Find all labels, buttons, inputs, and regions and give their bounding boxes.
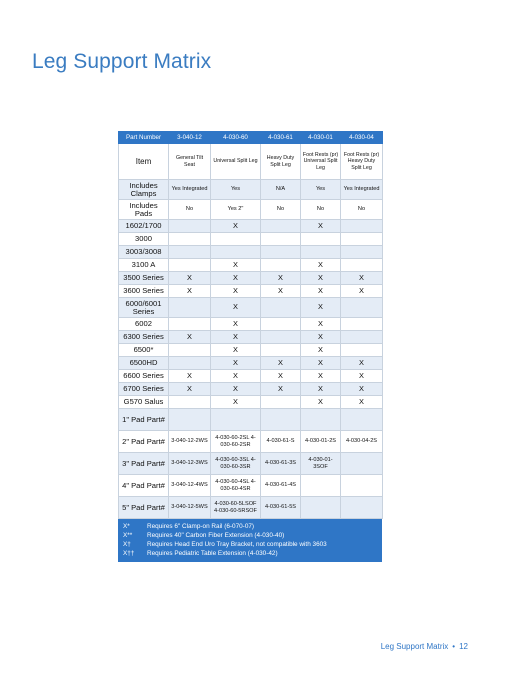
matrix-cell	[341, 409, 383, 431]
compatibility-mark: X	[301, 272, 341, 285]
matrix-cell	[301, 246, 341, 259]
footnote	[123, 531, 378, 540]
compatibility-mark: X	[301, 357, 341, 370]
compatibility-mark: X	[211, 285, 261, 298]
matrix-cell	[169, 396, 211, 409]
matrix-cell	[341, 298, 383, 318]
footer-label: Leg Support Matrix	[380, 642, 449, 651]
matrix-cell	[341, 453, 383, 475]
compatibility-mark: X	[211, 383, 261, 396]
item-description-row	[119, 144, 383, 180]
matrix-row	[119, 497, 383, 519]
compatibility-mark: X	[261, 272, 301, 285]
matrix-cell	[341, 475, 383, 497]
matrix-row	[119, 259, 383, 272]
footnote-mark: X**	[123, 532, 133, 539]
compatibility-mark: X	[341, 272, 383, 285]
matrix-cell: 4-030-04-2S	[341, 431, 383, 453]
compatibility-mark: X	[211, 357, 261, 370]
matrix-cell: No	[169, 200, 211, 220]
part-number-header: 4-030-61	[261, 132, 301, 144]
compatibility-mark: X	[301, 383, 341, 396]
row-label: 6002	[119, 318, 169, 331]
matrix-row	[119, 272, 383, 285]
matrix-cell: No	[341, 200, 383, 220]
row-label: 6700 Series	[119, 383, 169, 396]
matrix-cell	[261, 246, 301, 259]
compatibility-mark: X	[261, 357, 301, 370]
matrix-cell: Yes 2"	[211, 200, 261, 220]
compatibility-mark: X	[301, 331, 341, 344]
row-label: 6600 Series	[119, 370, 169, 383]
item-description: General Tilt Seat	[169, 144, 211, 180]
matrix-row	[119, 220, 383, 233]
compatibility-mark: X	[301, 220, 341, 233]
matrix-row	[119, 475, 383, 497]
matrix-cell	[211, 409, 261, 431]
matrix-row	[119, 357, 383, 370]
matrix-table	[118, 131, 383, 519]
matrix-cell	[341, 331, 383, 344]
compatibility-mark: X	[169, 370, 211, 383]
matrix-row	[119, 246, 383, 259]
compatibility-mark: X	[211, 259, 261, 272]
compatibility-mark: X	[169, 383, 211, 396]
matrix-cell: 3-040-12-4WS	[169, 475, 211, 497]
compatibility-mark: X	[261, 383, 301, 396]
compatibility-mark: X	[301, 344, 341, 357]
matrix-row	[119, 431, 383, 453]
item-description: Foot Rests (pr) Heavy Duty Split Leg	[341, 144, 383, 180]
row-label: 4" Pad Part#	[119, 475, 169, 497]
row-label: 5" Pad Part#	[119, 497, 169, 519]
item-description: Foot Rests (pr) Universal Split Leg	[301, 144, 341, 180]
matrix-cell: 4-030-01-2S	[301, 431, 341, 453]
matrix-cell	[169, 344, 211, 357]
matrix-cell	[301, 475, 341, 497]
row-label: Includes Pads	[119, 200, 169, 220]
matrix-row	[119, 285, 383, 298]
matrix-row	[119, 318, 383, 331]
matrix-cell	[169, 298, 211, 318]
matrix-cell: 4-030-60-4SL 4-030-60-4SR	[211, 475, 261, 497]
matrix-cell	[261, 409, 301, 431]
page-footer	[381, 642, 468, 651]
matrix-cell	[301, 497, 341, 519]
compatibility-mark: X	[341, 357, 383, 370]
compatibility-mark: X	[341, 396, 383, 409]
compatibility-mark: X	[261, 285, 301, 298]
part-number-header: 4-030-04	[341, 132, 383, 144]
footnote	[123, 522, 378, 531]
compatibility-mark: X	[211, 220, 261, 233]
matrix-cell	[169, 220, 211, 233]
row-label: 3100 A	[119, 259, 169, 272]
matrix-cell	[341, 246, 383, 259]
row-label: 6300 Series	[119, 331, 169, 344]
footnote-text: Requires Head End Uro Tray Bracket, not compatible with 3603	[147, 541, 327, 548]
matrix-row	[119, 298, 383, 318]
matrix-cell	[261, 233, 301, 246]
matrix-cell	[341, 318, 383, 331]
row-label: 3500 Series	[119, 272, 169, 285]
matrix-row	[119, 233, 383, 246]
matrix-cell: No	[261, 200, 301, 220]
matrix-cell: 4-030-61-5S	[261, 497, 301, 519]
matrix-cell	[261, 298, 301, 318]
footnote-text: Requires Pediatric Table Extension (4-030-42)	[147, 550, 278, 557]
part-number-header: 3-040-12	[169, 132, 211, 144]
matrix-cell	[211, 233, 261, 246]
page-title: Leg Support Matrix	[32, 50, 212, 73]
matrix-row	[119, 344, 383, 357]
row-label: 3003/3008	[119, 246, 169, 259]
matrix-cell: 4-030-01-3SOF	[301, 453, 341, 475]
compatibility-mark: X	[211, 272, 261, 285]
footnote-text: Requires 6" Clamp-on Rail (6-070-07)	[147, 523, 255, 530]
matrix-cell	[301, 409, 341, 431]
matrix-cell: 4-030-61-3S	[261, 453, 301, 475]
row-label: G570 Salus	[119, 396, 169, 409]
matrix-cell	[169, 259, 211, 272]
compatibility-mark: X	[301, 396, 341, 409]
matrix-cell: Yes	[211, 180, 261, 200]
compatibility-mark: X	[211, 344, 261, 357]
matrix-cell: 3-040-12-5WS	[169, 497, 211, 519]
matrix-cell	[261, 331, 301, 344]
row-label: 6000/6001 Series	[119, 298, 169, 318]
row-label: 6500*	[119, 344, 169, 357]
matrix-cell	[261, 396, 301, 409]
matrix-row	[119, 453, 383, 475]
row-label: 3" Pad Part#	[119, 453, 169, 475]
compatibility-mark: X	[211, 318, 261, 331]
matrix-row	[119, 331, 383, 344]
part-number-header: 4-030-60	[211, 132, 261, 144]
matrix-row	[119, 200, 383, 220]
compatibility-mark: X	[301, 285, 341, 298]
compatibility-mark: X	[211, 331, 261, 344]
matrix-row	[119, 409, 383, 431]
footnotes-box	[118, 519, 382, 562]
matrix-cell: 4-030-60-3SL 4-030-60-3SR	[211, 453, 261, 475]
footnote	[123, 549, 378, 558]
matrix-cell	[261, 318, 301, 331]
matrix-cell: 4-030-61-S	[261, 431, 301, 453]
part-number-corner-header: Part Number	[119, 132, 169, 144]
matrix-cell	[261, 220, 301, 233]
compatibility-mark: X	[261, 370, 301, 383]
row-label: 2" Pad Part#	[119, 431, 169, 453]
matrix-cell	[341, 259, 383, 272]
row-label: 1602/1700	[119, 220, 169, 233]
matrix-row	[119, 180, 383, 200]
matrix-cell	[341, 344, 383, 357]
item-description: Heavy Duty Split Leg	[261, 144, 301, 180]
matrix-cell	[169, 233, 211, 246]
matrix-cell	[211, 246, 261, 259]
footnote-mark: X††	[123, 550, 135, 557]
matrix-cell	[169, 318, 211, 331]
matrix-cell	[169, 409, 211, 431]
matrix-cell: Yes Integrated	[341, 180, 383, 200]
matrix-cell: 4-030-61-4S	[261, 475, 301, 497]
compatibility-mark: X	[169, 272, 211, 285]
matrix-cell: Yes Integrated	[169, 180, 211, 200]
footnote-mark: X*	[123, 523, 130, 530]
matrix-cell	[341, 497, 383, 519]
matrix-row	[119, 396, 383, 409]
compatibility-mark: X	[341, 285, 383, 298]
matrix-cell	[169, 246, 211, 259]
row-label: 6500HD	[119, 357, 169, 370]
matrix-cell: Yes	[301, 180, 341, 200]
matrix-cell: 4-030-60-2SL 4-030-60-2SR	[211, 431, 261, 453]
compatibility-mark: X	[301, 259, 341, 272]
matrix-cell: N/A	[261, 180, 301, 200]
footnote-mark: X†	[123, 541, 131, 548]
compatibility-mark: X	[301, 298, 341, 318]
matrix-cell	[261, 259, 301, 272]
compatibility-mark: X	[301, 370, 341, 383]
row-label: Includes Clamps	[119, 180, 169, 200]
item-description: Universal Split Leg	[211, 144, 261, 180]
matrix-cell	[169, 357, 211, 370]
matrix-cell: No	[301, 200, 341, 220]
matrix-cell: 4-030-60-5LSOF 4-030-60-5RSOF	[211, 497, 261, 519]
row-label: 3000	[119, 233, 169, 246]
matrix-row	[119, 383, 383, 396]
part-number-header-row	[119, 132, 383, 144]
matrix-cell	[341, 220, 383, 233]
footnote	[123, 540, 378, 549]
matrix-cell: 3-040-12-3WS	[169, 453, 211, 475]
matrix-cell	[301, 233, 341, 246]
page-number: 12	[459, 642, 468, 651]
compatibility-mark: X	[301, 318, 341, 331]
compatibility-mark: X	[211, 370, 261, 383]
row-label: 3600 Series	[119, 285, 169, 298]
compatibility-mark: X	[211, 396, 261, 409]
compatibility-mark: X	[169, 285, 211, 298]
row-label: 1" Pad Part#	[119, 409, 169, 431]
leg-support-matrix	[118, 131, 382, 562]
footer-separator: •	[452, 642, 456, 651]
matrix-cell	[261, 344, 301, 357]
matrix-row	[119, 370, 383, 383]
item-row-label: Item	[119, 144, 169, 180]
compatibility-mark: X	[211, 298, 261, 318]
matrix-cell	[341, 233, 383, 246]
compatibility-mark: X	[341, 370, 383, 383]
matrix-cell: 3-040-12-2WS	[169, 431, 211, 453]
part-number-header: 4-030-01	[301, 132, 341, 144]
compatibility-mark: X	[169, 331, 211, 344]
footnote-text: Requires 40" Carbon Fiber Extension (4-030-40)	[147, 532, 285, 539]
compatibility-mark: X	[341, 383, 383, 396]
